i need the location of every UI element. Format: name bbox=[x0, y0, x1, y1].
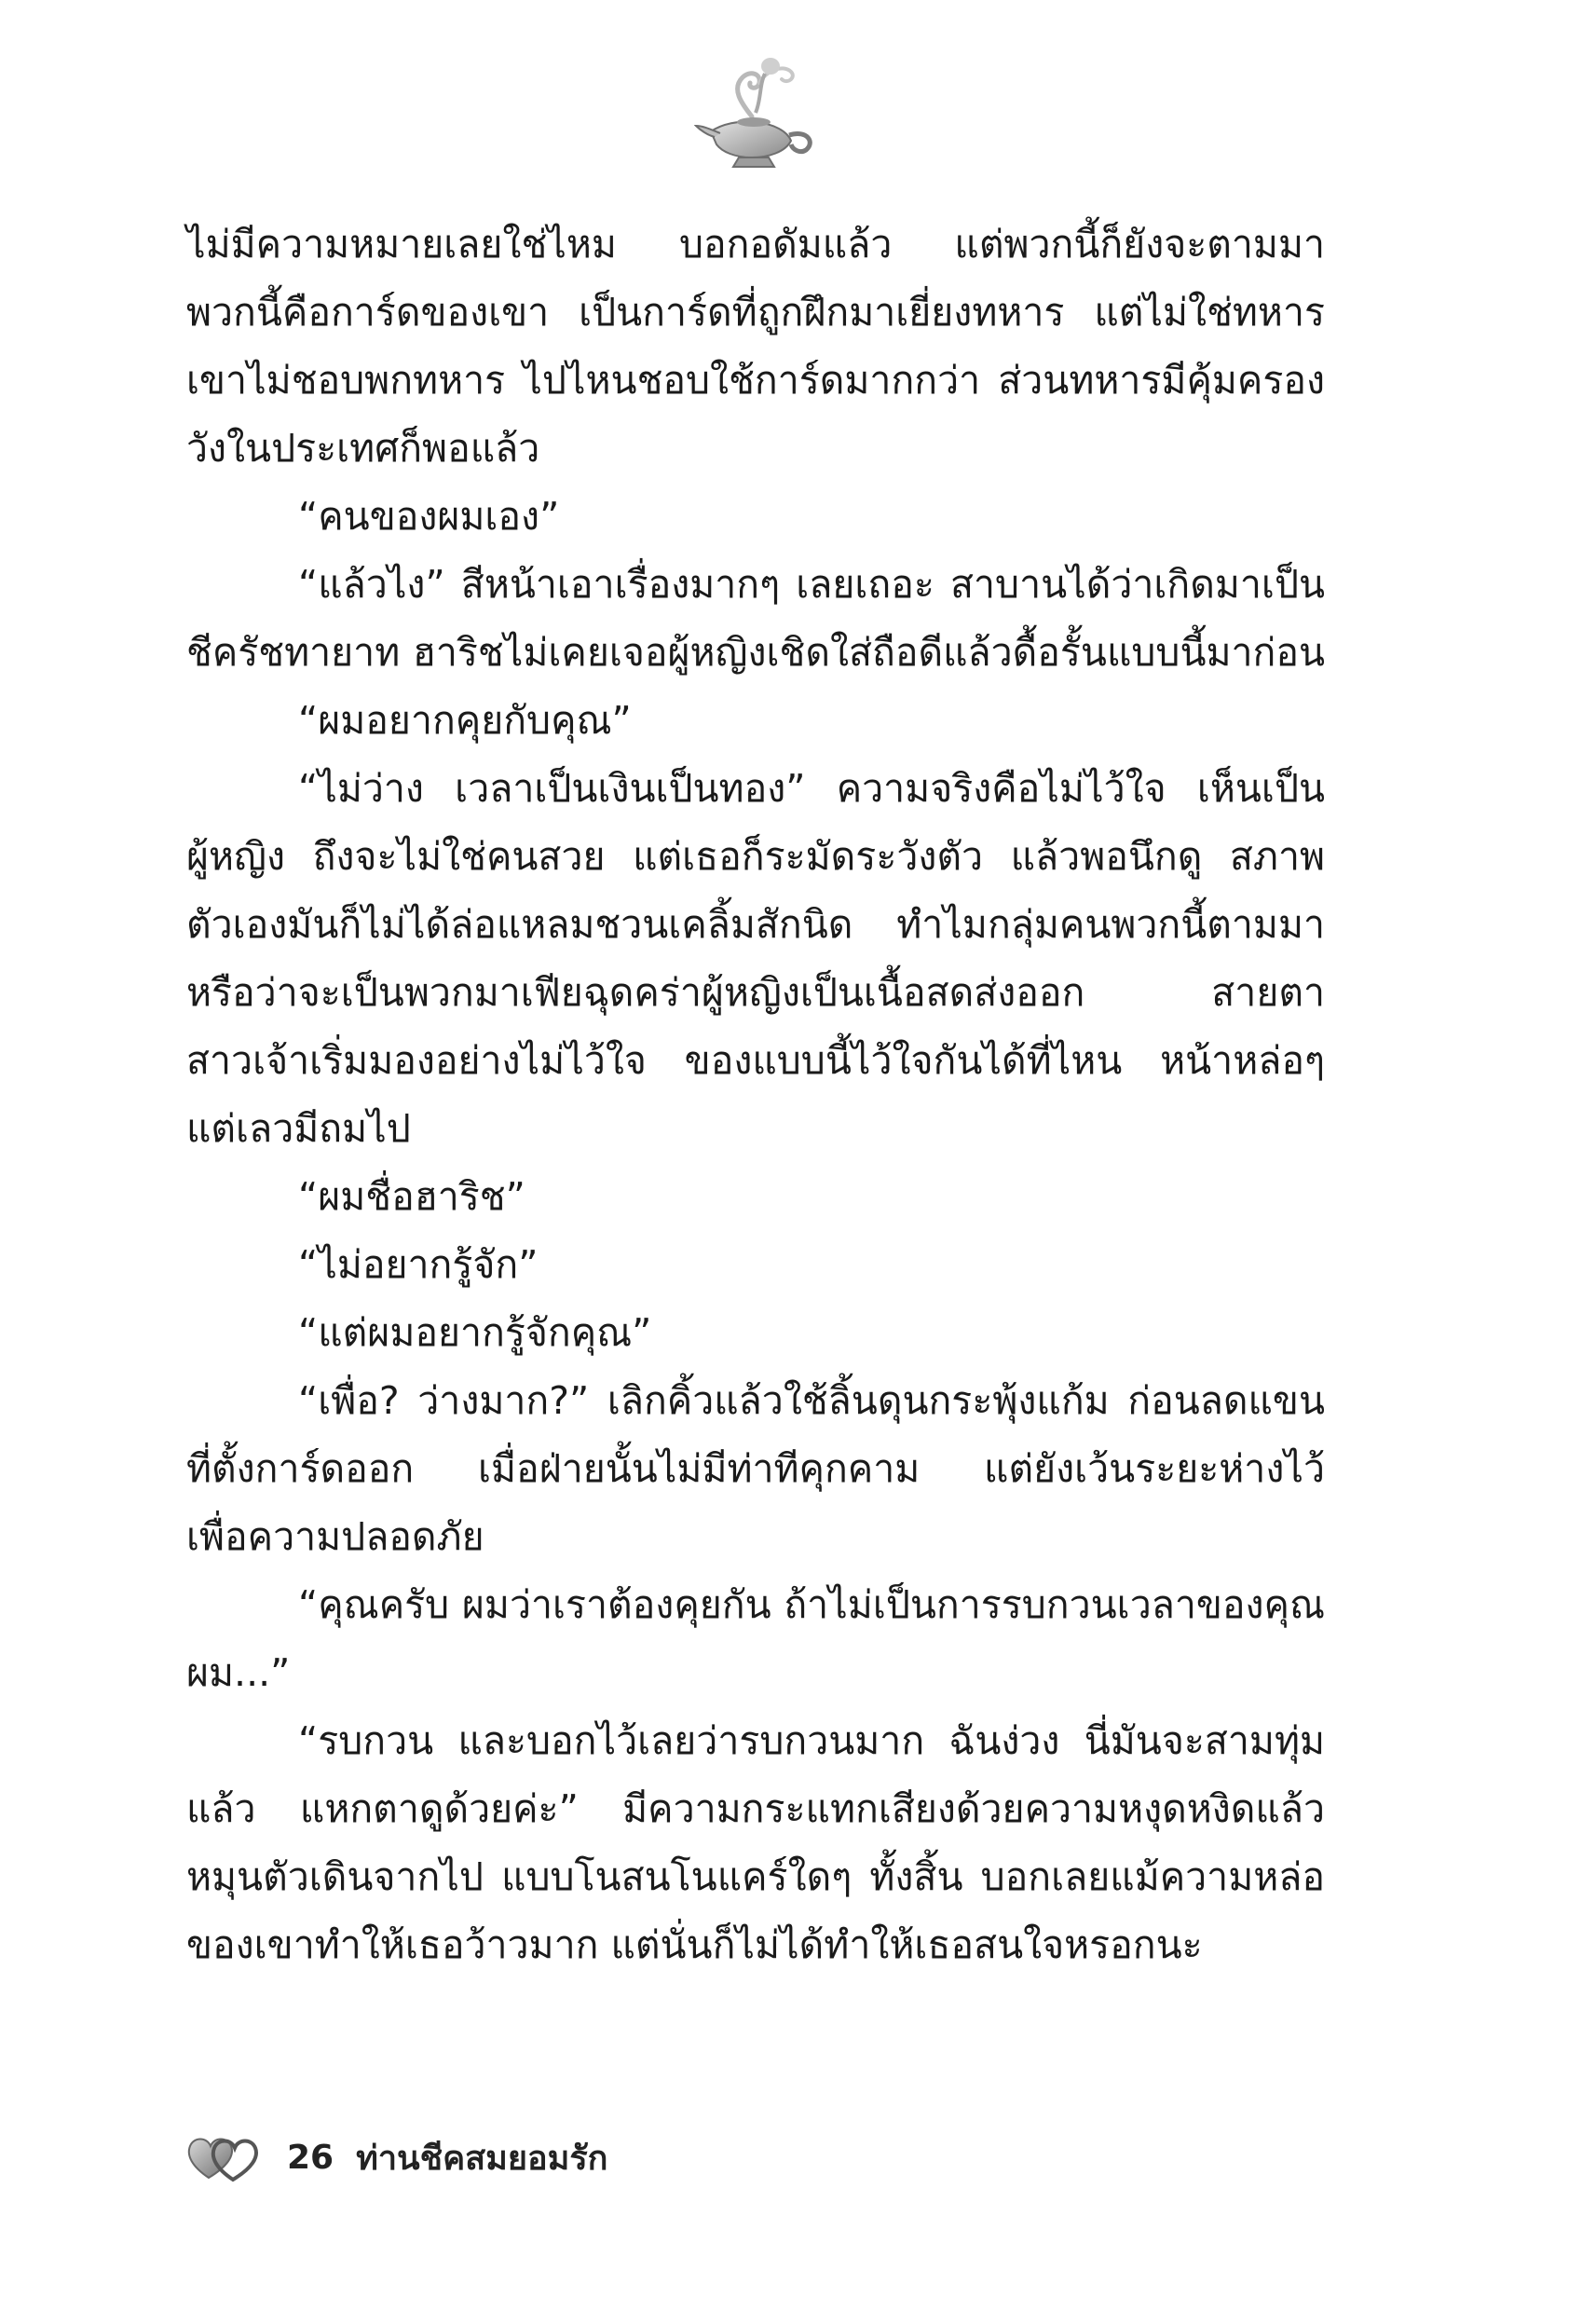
text-line: เพื่อความปลอดภัย bbox=[186, 1514, 484, 1559]
text-line: “แต่ผมอยากรู้จักคุณ” bbox=[298, 1310, 652, 1355]
text-line: “แล้วไง” สีหน้าเอาเรื่องมากๆ เลยเถอะ สาบานได้ว่าเกิดมาเป็น bbox=[298, 562, 1325, 607]
text-line: “คนของผมเอง” bbox=[298, 494, 560, 539]
text-line: ที่ตั้งการ์ดออก เมื่อฝ่ายนั้นไม่มีท่าทีคุกคาม แต่ยังเว้นระยะห่างไว้ bbox=[186, 1446, 1325, 1491]
text-line: วังในประเทศก็พอแล้ว bbox=[186, 426, 540, 471]
text-line: พวกนี้คือการ์ดของเขา เป็นการ์ดที่ถูกฝึกมาเยี่ยงทหาร แต่ไม่ใช่ทหาร bbox=[186, 290, 1325, 335]
text-line: แล้ว แหกตาดูด้วยค่ะ” มีความกระแทกเสียงด้วยความหงุดหงิดแล้ว bbox=[186, 1786, 1325, 1831]
text-line: “ผมชื่อฮาริช” bbox=[298, 1174, 525, 1219]
text-line: เขาไม่ชอบพกทหาร ไปไหนชอบใช้การ์ดมากกว่า ส่วนทหารมีคุ้มครอง bbox=[186, 358, 1325, 403]
text-line: ผม...” bbox=[186, 1650, 291, 1695]
text-line: “รบกวน และบอกไว้เลยว่ารบกวนมาก ฉันง่วง นี่มันจะสามทุ่ม bbox=[298, 1718, 1325, 1763]
double-heart-icon bbox=[184, 2131, 261, 2183]
text-line: หรือว่าจะเป็นพวกมาเฟียฉุดคร่าผู้หญิงเป็นเนื้อสดส่งออก สายตา bbox=[186, 970, 1325, 1015]
text-line: ชีครัชทายาท ฮาริชไม่เคยเจอผู้หญิงเชิดใส่ถือดีแล้วดื้อรั้นแบบนี้มาก่อน bbox=[186, 630, 1325, 675]
text-line: สาวเจ้าเริ่มมองอย่างไม่ไว้ใจ ของแบบนี้ไว้ใจกันได้ที่ไหน หน้าหล่อๆ bbox=[186, 1038, 1325, 1083]
text-line: แต่เลวมีถมไป bbox=[186, 1106, 411, 1151]
text-line: “ผมอยากคุยกับคุณ” bbox=[298, 698, 632, 743]
text-line: “ไม่ว่าง เวลาเป็นเงินเป็นทอง” ความจริงคือไม่ไว้ใจ เห็นเป็น bbox=[298, 766, 1325, 811]
text-line: ผู้หญิง ถึงจะไม่ใช่คนสวย แต่เธอก็ระมัดระวังตัว แล้วพอนึกดู สภาพ bbox=[186, 834, 1325, 879]
page-number: 26 bbox=[287, 2138, 334, 2177]
book-title: ท่านชีคสมยอมรัก bbox=[356, 2139, 608, 2178]
text-line: ตัวเองมันก็ไม่ได้ล่อแหลมชวนเคลิ้มสักนิด ทำไมกลุ่มคนพวกนี้ตามมา bbox=[186, 902, 1325, 947]
text-line: “คุณครับ ผมว่าเราต้องคุยกัน ถ้าไม่เป็นการรบกวนเวลาของคุณ bbox=[298, 1582, 1325, 1627]
text-line: ไม่มีความหมายเลยใช่ไหม บอกอดัมแล้ว แต่พวกนี้ก็ยังจะตามมา bbox=[186, 222, 1325, 267]
text-line: หมุนตัวเดินจากไป แบบโนสนโนแคร์ใดๆ ทั้งสิ้น บอกเลยแม้ความหล่อ bbox=[186, 1854, 1325, 1899]
text-line: “เพื่อ? ว่างมาก?” เลิกคิ้วแล้วใช้ลิ้นดุนกระพุ้งแก้ม ก่อนลดแขน bbox=[298, 1378, 1325, 1423]
text-line: ของเขาทำให้เธอว้าวมาก แต่นั่นก็ไม่ได้ทำให้เธอสนใจหรอกนะ bbox=[186, 1922, 1203, 1967]
text-line: “ไม่อยากรู้จัก” bbox=[298, 1242, 539, 1287]
genie-lamp-icon bbox=[694, 51, 820, 172]
page-footer bbox=[184, 2125, 607, 2190]
